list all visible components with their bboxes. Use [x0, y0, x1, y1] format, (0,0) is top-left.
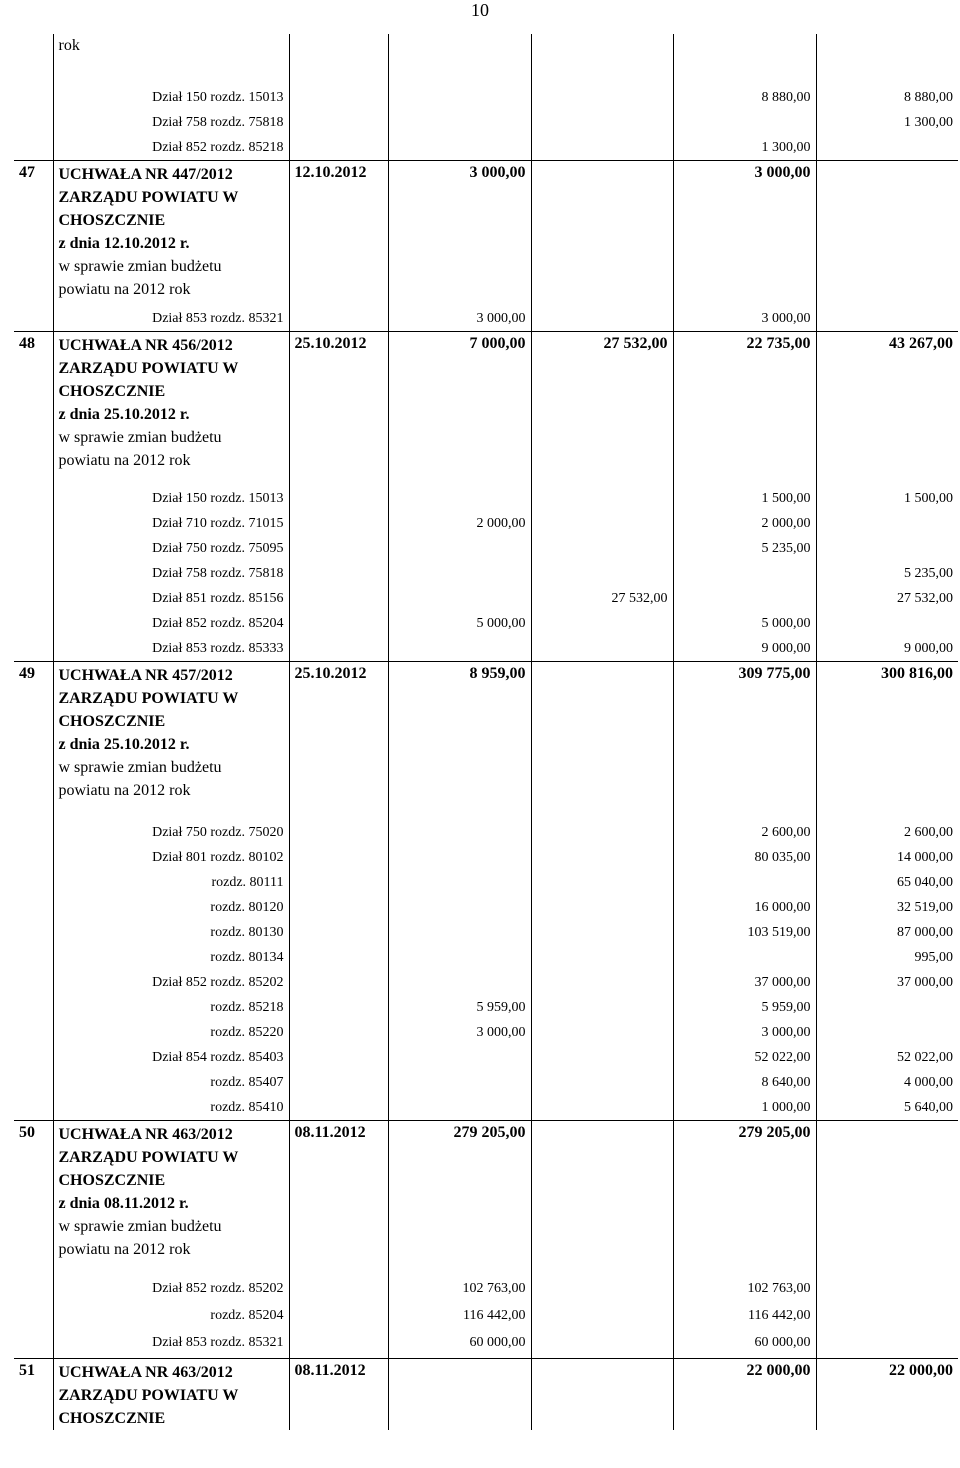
classification-row: [14, 1020, 958, 1045]
resolution-row: [14, 661, 958, 820]
ordinal-cell: [14, 895, 53, 920]
date-cell: [289, 845, 388, 870]
amount-cell: 52 022,00: [897, 1050, 953, 1065]
amount-cell: [531, 135, 673, 160]
ordinal-cell: [14, 1045, 53, 1070]
classification-label: Dział 852 rozdz. 85218: [53, 135, 289, 160]
date-cell: [289, 135, 388, 160]
classification-row: [14, 1303, 958, 1330]
resolution-title-line: z dnia 12.10.2012 r.: [58, 234, 190, 252]
amount-cell: 27 532,00: [531, 586, 673, 611]
date-cell: [289, 820, 388, 845]
classification-row: [14, 611, 958, 636]
classification-row: [14, 536, 958, 561]
amount-cell: 309 775,00: [673, 661, 816, 820]
amount-cell: 2 600,00: [904, 825, 953, 840]
amount-cell: [816, 160, 958, 306]
amount-cell: [531, 1330, 673, 1358]
resolution-title-line: z dnia 25.10.2012 r.: [58, 735, 190, 753]
resolution-title-line: ZARZĄDU POWIATU W: [58, 1148, 239, 1166]
date-cell: [289, 995, 388, 1020]
resolution-title: [53, 331, 289, 486]
amount-cell: [816, 1120, 958, 1276]
ordinal-number: 48: [14, 331, 53, 486]
ordinal-number: 51: [14, 1358, 53, 1430]
amount-cell: [816, 34, 958, 85]
amount-cell: [531, 920, 673, 945]
resolution-title-line: w sprawie zmian budżetu: [58, 257, 222, 275]
ordinal-cell: [14, 511, 53, 536]
amount-cell: 5 959,00: [388, 995, 531, 1020]
date-cell: [289, 970, 388, 995]
resolution-title-line: UCHWAŁA NR 457/2012: [58, 666, 233, 684]
amount-cell: 7 000,00: [388, 331, 531, 486]
resolution-date: 08.11.2012: [289, 1120, 388, 1276]
classification-label: rozdz. 85204: [53, 1303, 289, 1330]
classification-row: [14, 1045, 958, 1070]
resolution-title-line: ZARZĄDU POWIATU W: [58, 689, 239, 707]
amount-cell: 8 640,00: [673, 1070, 816, 1095]
amount-cell: [531, 561, 673, 586]
resolution-title-line: powiatu na 2012 rok: [58, 1240, 191, 1258]
amount-cell: [816, 306, 958, 331]
amount-cell: 22 000,00: [673, 1358, 816, 1430]
classification-row: [14, 920, 958, 945]
classification-row: [14, 845, 958, 870]
amount-cell: 116 442,00: [388, 1303, 531, 1330]
date-cell: [289, 1276, 388, 1303]
classification-row: [14, 636, 958, 661]
amount-cell: 1 000,00: [673, 1095, 816, 1120]
amount-cell: [388, 34, 531, 85]
amount-cell: 103 519,00: [673, 920, 816, 945]
resolution-title-line: UCHWAŁA NR 463/2012: [58, 1363, 233, 1381]
date-cell: [289, 1070, 388, 1095]
amount-cell: [531, 995, 673, 1020]
ordinal-number: 50: [14, 1120, 53, 1276]
amount-cell: [388, 586, 531, 611]
date-cell: [289, 636, 388, 661]
ordinal-cell: [14, 561, 53, 586]
ordinal-cell: [14, 1303, 53, 1330]
resolution-title: [53, 1358, 289, 1430]
classification-row: [14, 945, 958, 970]
amount-cell: [531, 1276, 673, 1303]
amount-cell: 8 880,00: [904, 90, 953, 105]
amount-cell: 5 235,00: [904, 566, 953, 581]
classification-label: rozdz. 80134: [53, 945, 289, 970]
amount-cell: 8 880,00: [673, 85, 816, 110]
amount-cell: 32 519,00: [897, 900, 953, 915]
classification-row: [14, 970, 958, 995]
amount-cell: 9 000,00: [904, 641, 953, 656]
date-cell: [289, 945, 388, 970]
amount-cell: 3 000,00: [388, 306, 531, 331]
date-cell: [289, 85, 388, 110]
amount-cell: 300 816,00: [816, 661, 958, 820]
ordinal-cell: [14, 820, 53, 845]
classification-row: [14, 995, 958, 1020]
classification-label: Dział 750 rozdz. 75020: [53, 820, 289, 845]
amount-cell: [388, 135, 531, 160]
ordinal-cell: [14, 870, 53, 895]
amount-cell: [388, 1045, 531, 1070]
amount-cell: [531, 1095, 673, 1120]
classification-row: [14, 895, 958, 920]
amount-cell: [531, 870, 673, 895]
amount-cell: [816, 536, 958, 561]
table-body: [14, 34, 958, 1430]
classification-label: Dział 853 rozdz. 85321: [53, 1330, 289, 1358]
ordinal-cell: [14, 970, 53, 995]
date-cell: [289, 34, 388, 85]
amount-cell: [531, 1045, 673, 1070]
ordinal-number: 49: [14, 661, 53, 820]
ordinal-cell: [14, 536, 53, 561]
amount-cell: [388, 1070, 531, 1095]
date-cell: [289, 1303, 388, 1330]
amount-cell: [388, 1358, 531, 1430]
amount-cell: [388, 110, 531, 135]
amount-cell: 279 205,00: [388, 1120, 531, 1276]
resolution-title-line: CHOSZCZNIE: [58, 712, 166, 730]
amount-cell: [531, 945, 673, 970]
resolution-title-line: w sprawie zmian budżetu: [58, 1217, 222, 1235]
amount-cell: [531, 611, 673, 636]
classification-row: [14, 1276, 958, 1303]
amount-cell: [388, 845, 531, 870]
classification-label: Dział 150 rozdz. 15013: [53, 486, 289, 511]
resolution-title-line: CHOSZCZNIE: [58, 211, 166, 229]
date-cell: [289, 1330, 388, 1358]
classification-label: rozdz. 80111: [53, 870, 289, 895]
classification-label: Dział 758 rozdz. 75818: [53, 110, 289, 135]
classification-label: rozdz. 85220: [53, 1020, 289, 1045]
amount-cell: 102 763,00: [388, 1276, 531, 1303]
amount-cell: 22 000,00: [816, 1358, 958, 1430]
date-cell: [289, 1045, 388, 1070]
ordinal-cell: [14, 611, 53, 636]
amount-cell: 37 000,00: [673, 970, 816, 995]
amount-cell: [388, 536, 531, 561]
resolution-title-line: powiatu na 2012 rok: [58, 451, 191, 469]
amount-cell: 102 763,00: [673, 1276, 816, 1303]
amount-cell: 27 532,00: [897, 591, 953, 606]
amount-cell: 279 205,00: [673, 1120, 816, 1276]
resolution-title-line: UCHWAŁA NR 456/2012: [58, 336, 233, 354]
amount-cell: 995,00: [914, 950, 953, 965]
description-cell: [53, 34, 289, 85]
resolution-row: [14, 1358, 958, 1430]
amount-cell: 4 000,00: [904, 1075, 953, 1090]
resolution-row: [14, 160, 958, 306]
amount-cell: [673, 945, 816, 970]
amount-cell: 43 267,00: [816, 331, 958, 486]
amount-cell: [816, 511, 958, 536]
amount-cell: [816, 1303, 958, 1330]
ordinal-cell: [14, 586, 53, 611]
amount-cell: 2 000,00: [673, 511, 816, 536]
amount-cell: [531, 160, 673, 306]
amount-cell: 1 500,00: [904, 491, 953, 506]
amount-cell: [816, 1020, 958, 1045]
page-number: 10: [471, 0, 489, 20]
date-cell: [289, 920, 388, 945]
amount-cell: 60 000,00: [673, 1330, 816, 1358]
amount-cell: [388, 895, 531, 920]
classification-row: [14, 135, 958, 160]
amount-cell: [673, 870, 816, 895]
classification-label: Dział 150 rozdz. 15013: [53, 85, 289, 110]
classification-label: Dział 853 rozdz. 85333: [53, 636, 289, 661]
amount-cell: [388, 820, 531, 845]
classification-row: [14, 1070, 958, 1095]
amount-cell: [673, 586, 816, 611]
amount-cell: [388, 85, 531, 110]
amount-cell: 87 000,00: [897, 925, 953, 940]
amount-cell: [531, 820, 673, 845]
amount-cell: [531, 486, 673, 511]
amount-cell: 52 022,00: [673, 1045, 816, 1070]
amount-cell: 14 000,00: [897, 850, 953, 865]
amount-cell: 60 000,00: [388, 1330, 531, 1358]
amount-cell: [531, 636, 673, 661]
amount-cell: [531, 895, 673, 920]
ordinal-cell: [14, 1070, 53, 1095]
amount-cell: [388, 920, 531, 945]
amount-cell: [531, 1020, 673, 1045]
continued-text: rok: [58, 37, 80, 54]
ordinal-cell: [14, 920, 53, 945]
amount-cell: 22 735,00: [673, 331, 816, 486]
date-cell: [289, 611, 388, 636]
amount-cell: 1 300,00: [673, 135, 816, 160]
ordinal-cell: [14, 110, 53, 135]
resolution-title: [53, 661, 289, 820]
date-cell: [289, 486, 388, 511]
amount-cell: 5 640,00: [904, 1100, 953, 1115]
ordinal-cell: [14, 34, 53, 85]
classification-label: rozdz. 85407: [53, 1070, 289, 1095]
ordinal-cell: [14, 995, 53, 1020]
ordinal-cell: [14, 85, 53, 110]
amount-cell: 1 300,00: [904, 115, 953, 130]
resolution-row: [14, 1120, 958, 1276]
resolution-date: 25.10.2012: [289, 331, 388, 486]
resolution-title-line: ZARZĄDU POWIATU W: [58, 188, 239, 206]
ordinal-cell: [14, 945, 53, 970]
classification-label: Dział 852 rozdz. 85204: [53, 611, 289, 636]
classification-label: Dział 758 rozdz. 75818: [53, 561, 289, 586]
amount-cell: 3 000,00: [388, 160, 531, 306]
ordinal-cell: [14, 1095, 53, 1120]
amount-cell: 116 442,00: [673, 1303, 816, 1330]
amount-cell: [531, 306, 673, 331]
resolution-title: [53, 160, 289, 306]
amount-cell: 2 000,00: [388, 511, 531, 536]
date-cell: [289, 895, 388, 920]
classification-row: [14, 486, 958, 511]
resolution-title-line: z dnia 08.11.2012 r.: [58, 1194, 189, 1212]
classification-label: rozdz. 80130: [53, 920, 289, 945]
amount-cell: [531, 511, 673, 536]
ordinal-cell: [14, 306, 53, 331]
table-row-continuation: [14, 34, 958, 85]
classification-row: [14, 586, 958, 611]
resolution-title-line: CHOSZCZNIE: [58, 1171, 166, 1189]
amount-cell: 3 000,00: [673, 160, 816, 306]
amount-cell: [816, 1276, 958, 1303]
amount-cell: [531, 110, 673, 135]
classification-row: [14, 85, 958, 110]
ordinal-cell: [14, 636, 53, 661]
classification-label: Dział 750 rozdz. 75095: [53, 536, 289, 561]
classification-label: Dział 710 rozdz. 71015: [53, 511, 289, 536]
classification-row: [14, 561, 958, 586]
amount-cell: 9 000,00: [673, 636, 816, 661]
amount-cell: [673, 34, 816, 85]
amount-cell: [531, 661, 673, 820]
resolution-date: 12.10.2012: [289, 160, 388, 306]
classification-label: rozdz. 85410: [53, 1095, 289, 1120]
resolution-title-line: ZARZĄDU POWIATU W: [58, 359, 239, 377]
resolution-row: [14, 331, 958, 486]
amount-cell: 5 235,00: [673, 536, 816, 561]
amount-cell: [388, 486, 531, 511]
ordinal-cell: [14, 845, 53, 870]
date-cell: [289, 1020, 388, 1045]
amount-cell: [531, 85, 673, 110]
amount-cell: [816, 1330, 958, 1358]
amount-cell: [816, 611, 958, 636]
amount-cell: 5 000,00: [388, 611, 531, 636]
amount-cell: [673, 110, 816, 135]
amount-cell: [531, 845, 673, 870]
amount-cell: [388, 1095, 531, 1120]
classification-label: Dział 852 rozdz. 85202: [53, 1276, 289, 1303]
amount-cell: 5 000,00: [673, 611, 816, 636]
classification-label: Dział 854 rozdz. 85403: [53, 1045, 289, 1070]
classification-label: Dział 851 rozdz. 85156: [53, 586, 289, 611]
amount-cell: [531, 536, 673, 561]
ordinal-cell: [14, 1276, 53, 1303]
resolution-title-line: UCHWAŁA NR 447/2012: [58, 165, 233, 183]
classification-row: [14, 511, 958, 536]
classification-row: [14, 1330, 958, 1358]
ordinal-cell: [14, 1020, 53, 1045]
amount-cell: [531, 1358, 673, 1430]
classification-row: [14, 820, 958, 845]
amount-cell: [531, 1070, 673, 1095]
amount-cell: 27 532,00: [531, 331, 673, 486]
amount-cell: 3 000,00: [388, 1020, 531, 1045]
classification-label: Dział 853 rozdz. 85321: [53, 306, 289, 331]
classification-label: Dział 852 rozdz. 85202: [53, 970, 289, 995]
amount-cell: 80 035,00: [673, 845, 816, 870]
resolution-title-line: w sprawie zmian budżetu: [58, 758, 222, 776]
date-cell: [289, 561, 388, 586]
classification-row: [14, 110, 958, 135]
resolution-title-line: powiatu na 2012 rok: [58, 280, 191, 298]
date-cell: [289, 306, 388, 331]
amount-cell: 5 959,00: [673, 995, 816, 1020]
amount-cell: [673, 561, 816, 586]
resolution-date: 25.10.2012: [289, 661, 388, 820]
date-cell: [289, 1095, 388, 1120]
amount-cell: [531, 1303, 673, 1330]
classification-row: [14, 1095, 958, 1120]
resolution-date: 08.11.2012: [289, 1358, 388, 1430]
date-cell: [289, 870, 388, 895]
ordinal-cell: [14, 486, 53, 511]
amount-cell: 3 000,00: [673, 306, 816, 331]
classification-row: [14, 870, 958, 895]
resolution-title-line: CHOSZCZNIE: [58, 1409, 166, 1427]
date-cell: [289, 536, 388, 561]
amount-cell: 2 600,00: [673, 820, 816, 845]
amount-cell: 3 000,00: [673, 1020, 816, 1045]
date-cell: [289, 511, 388, 536]
amount-cell: [816, 135, 958, 160]
amount-cell: [388, 945, 531, 970]
resolution-title-line: powiatu na 2012 rok: [58, 781, 191, 799]
amount-cell: [531, 970, 673, 995]
date-cell: [289, 586, 388, 611]
amount-cell: 65 040,00: [897, 875, 953, 890]
resolution-title-line: CHOSZCZNIE: [58, 382, 166, 400]
classification-label: Dział 801 rozdz. 80102: [53, 845, 289, 870]
date-cell: [289, 110, 388, 135]
ordinal-cell: [14, 135, 53, 160]
amount-cell: [531, 34, 673, 85]
resolution-title-line: w sprawie zmian budżetu: [58, 428, 222, 446]
amount-cell: [531, 1120, 673, 1276]
classification-label: rozdz. 85218: [53, 995, 289, 1020]
amount-cell: [388, 636, 531, 661]
resolution-title-line: UCHWAŁA NR 463/2012: [58, 1125, 233, 1143]
classification-label: rozdz. 80120: [53, 895, 289, 920]
resolution-title-line: ZARZĄDU POWIATU W: [58, 1386, 239, 1404]
resolution-title: [53, 1120, 289, 1276]
resolution-title-line: z dnia 25.10.2012 r.: [58, 405, 190, 423]
ordinal-cell: [14, 1330, 53, 1358]
budget-changes-table: [14, 34, 958, 1430]
amount-cell: [388, 970, 531, 995]
ordinal-number: 47: [14, 160, 53, 306]
amount-cell: [816, 995, 958, 1020]
amount-cell: 1 500,00: [673, 486, 816, 511]
classification-row: [14, 306, 958, 331]
amount-cell: 16 000,00: [673, 895, 816, 920]
amount-cell: 8 959,00: [388, 661, 531, 820]
amount-cell: [388, 561, 531, 586]
amount-cell: 37 000,00: [897, 975, 953, 990]
amount-cell: [388, 870, 531, 895]
